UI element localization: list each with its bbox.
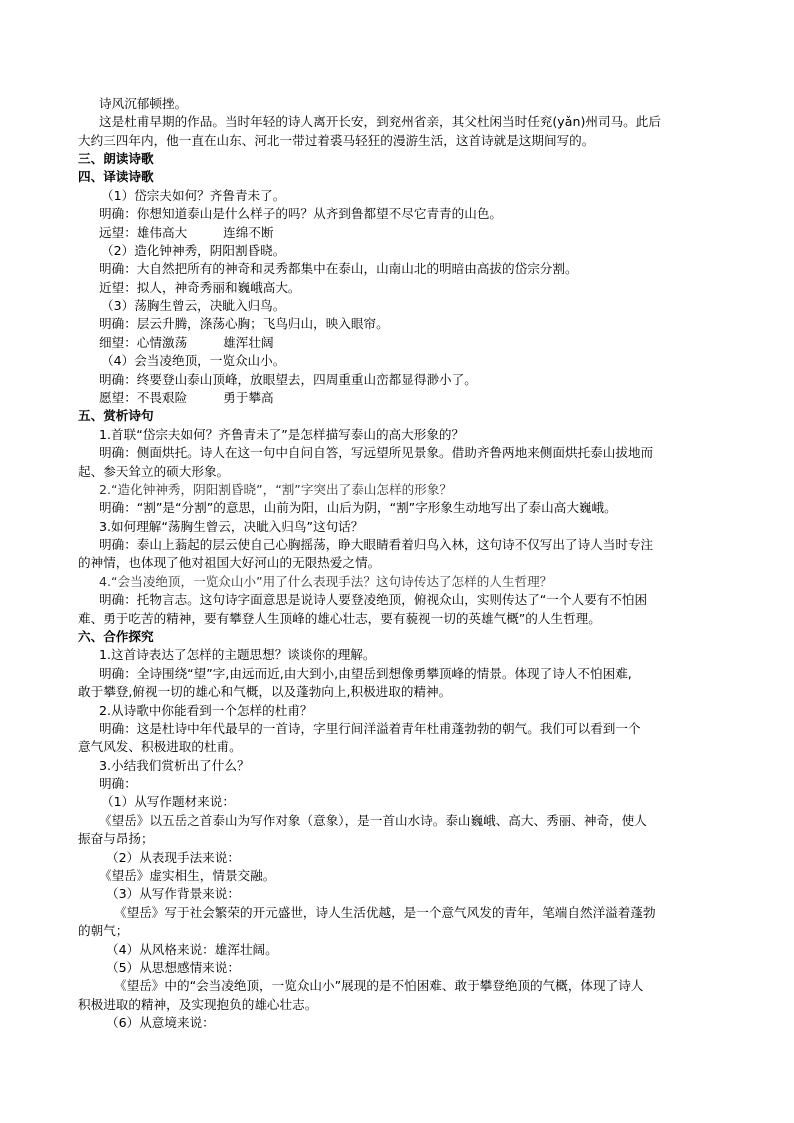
poem-line: （1）岱宗夫如何？齐鲁青未了。 (101, 188, 286, 203)
question-line: 3.小结我们赏析出了什么？ (99, 758, 250, 773)
view-label: 雄浑壮阔 (223, 335, 274, 350)
text-line: 《望岳》以五岳之首泰山为写作对象（意象），是一首山水诗。泰山巍峨、高大、秀丽、神奇，使人 (99, 813, 647, 828)
view-line (99, 389, 274, 407)
summary-subheading: （3）从写作背景来说： (106, 886, 240, 901)
poem-line: （2）造化钟神秀，阴阳割昏晓。 (101, 243, 286, 258)
view-line (99, 224, 274, 242)
text-line: 近望：拟人，神奇秀丽和巍峨高大。 (99, 280, 301, 295)
text-line: 敢于攀登,俯视一切的雄心和气概，以及蓬勃向上,积极进取的精神。 (78, 684, 452, 699)
section-heading: 三、朗读诗歌 (78, 151, 154, 166)
text-line: 积极进取的精神，及实现抱负的雄心壮志。 (78, 997, 318, 1012)
text-line: 意气风发、积极进取的杜甫。 (78, 739, 242, 754)
text-line: 《望岳》写于社会繁荣的开元盛世，诗人生活优越，是一个意气风发的青年，笔端自然洋溢着蓬勃 (114, 905, 656, 920)
summary-subheading: （4）从风格来说：雄浑壮阔。 (106, 942, 278, 957)
text-line: 的朝气； (78, 923, 129, 938)
text-line: 《望岳》虚实相生，情景交融。 (99, 868, 276, 883)
text-line: 明确：托物言志。这句诗字面意思是说诗人要登凌绝顶，俯视众山，实则传达了“一个人要有不怕困 (99, 592, 648, 607)
text-line: 明确：大自然把所有的神奇和灵秀都集中在泰山，山南山北的明暗由高拔的岱宗分割。 (99, 261, 578, 276)
text-line: 明确：“割”是“分割”的意思，山前为阳，山后为阴，“割”字形象生动地写出了泰山高大巍峨。 (99, 500, 617, 515)
summary-subheading: （5）从思想感情来说： (106, 960, 240, 975)
view-line (99, 334, 274, 352)
question-line: 2.“造化钟神秀，阴阳割昏晓”，“割”字突出了泰山怎样的形象？ (99, 482, 452, 497)
text-line: 这是杜甫早期的作品。当时年轻的诗人离开长安，到兖州省亲，其父杜闲当时任兖(yǎn)州司马。此后 (99, 114, 661, 129)
view-label: 细望：心情激荡 (99, 335, 188, 350)
question-line: 3.如何理解“荡胸生曾云，决眦入归鸟”这句话？ (99, 519, 364, 534)
text-line: 明确：层云升腾，涤荡心胸；飞鸟归山，映入眼帘。 (99, 316, 389, 331)
text-line: 《望岳》中的“会当凌绝顶，一览众山小”展现的是不怕困难、敢于攀登绝顶的气概，体现了诗人 (114, 978, 644, 993)
summary-subheading: （2）从表现手法来说： (106, 850, 240, 865)
section-heading: 四、译读诗歌 (78, 169, 154, 184)
text-line: 大约三四年内，他一直在山东、河北一带过着裘马轻狂的漫游生活，这首诗就是这期间写的。 (78, 133, 595, 148)
question-line: 4.“会当凌绝顶，一览众山小”用了什么表现手法？这句诗传达了怎样的人生哲理？ (99, 574, 553, 589)
section-heading: 六、合作探究 (78, 629, 154, 644)
text-line: 明确：泰山上蓊起的层云使自己心胸摇荡，睁大眼睛看着归鸟入林，这句诗不仅写出了诗人当时专注 (99, 537, 654, 552)
question-line: 2.从诗歌中你能看到一个怎样的杜甫？ (99, 703, 313, 718)
text-line: 明确：全诗围绕“望”字,由远而近,由大到小,由望岳到想像勇攀顶峰的情景。体现了诗人不怕困难, (99, 666, 632, 681)
question-line: 1.首联“岱宗夫如何？齐鲁青未了”是怎样描写泰山的高大形象的？ (99, 427, 465, 442)
text-line: 明确：侧面烘托。诗人在这一句中自问自答，写远望所见景象。借助齐鲁两地来侧面烘托泰山拔地而 (99, 445, 654, 460)
text-line: 明确：终要登山泰山顶峰，放眼望去，四周重重山峦都显得渺小了。 (99, 372, 477, 387)
text-line: 明确：这是杜诗中年代最早的一首诗，字里行间洋溢着青年杜甫蓬勃勃的朝气。我们可以看到一个 (99, 721, 641, 736)
text-line: 的神情，也体现了他对祖国大好河山的无限热爱之情。 (78, 555, 381, 570)
view-label: 连绵不断 (223, 225, 274, 240)
poem-line: （3）荡胸生曾云，决眦入归鸟。 (101, 298, 286, 313)
section-heading: 五、赏析诗句 (78, 408, 154, 423)
question-line: 1.这首诗表达了怎样的主题思想？谈谈你的理解。 (99, 647, 376, 662)
view-label: 勇于攀高 (223, 390, 274, 405)
text-line: 难、勇于吃苦的精神，要有攀登人生顶峰的雄心壮志，要有藐视一切的英雄气概”的人生哲理。 (78, 611, 601, 626)
text-line: 起、参天耸立的硕大形象。 (78, 464, 230, 479)
text-line: 明确：你想知道泰山是什么样子的吗？从齐到鲁都望不尽它青青的山色。 (99, 206, 502, 221)
summary-subheading: （6）从意境来说： (106, 1015, 215, 1030)
poem-line: （4）会当凌绝顶，一览众山小。 (101, 353, 286, 368)
text-line: 振奋与昂扬； (78, 831, 154, 846)
view-label: 远望：雄伟高大 (99, 225, 188, 240)
text-line: 明确： (99, 776, 137, 791)
text-line: 诗风沉郁顿挫。 (99, 96, 188, 111)
summary-subheading: （1）从写作题材来说： (101, 794, 235, 809)
view-label: 愿望：不畏艰险 (99, 390, 188, 405)
